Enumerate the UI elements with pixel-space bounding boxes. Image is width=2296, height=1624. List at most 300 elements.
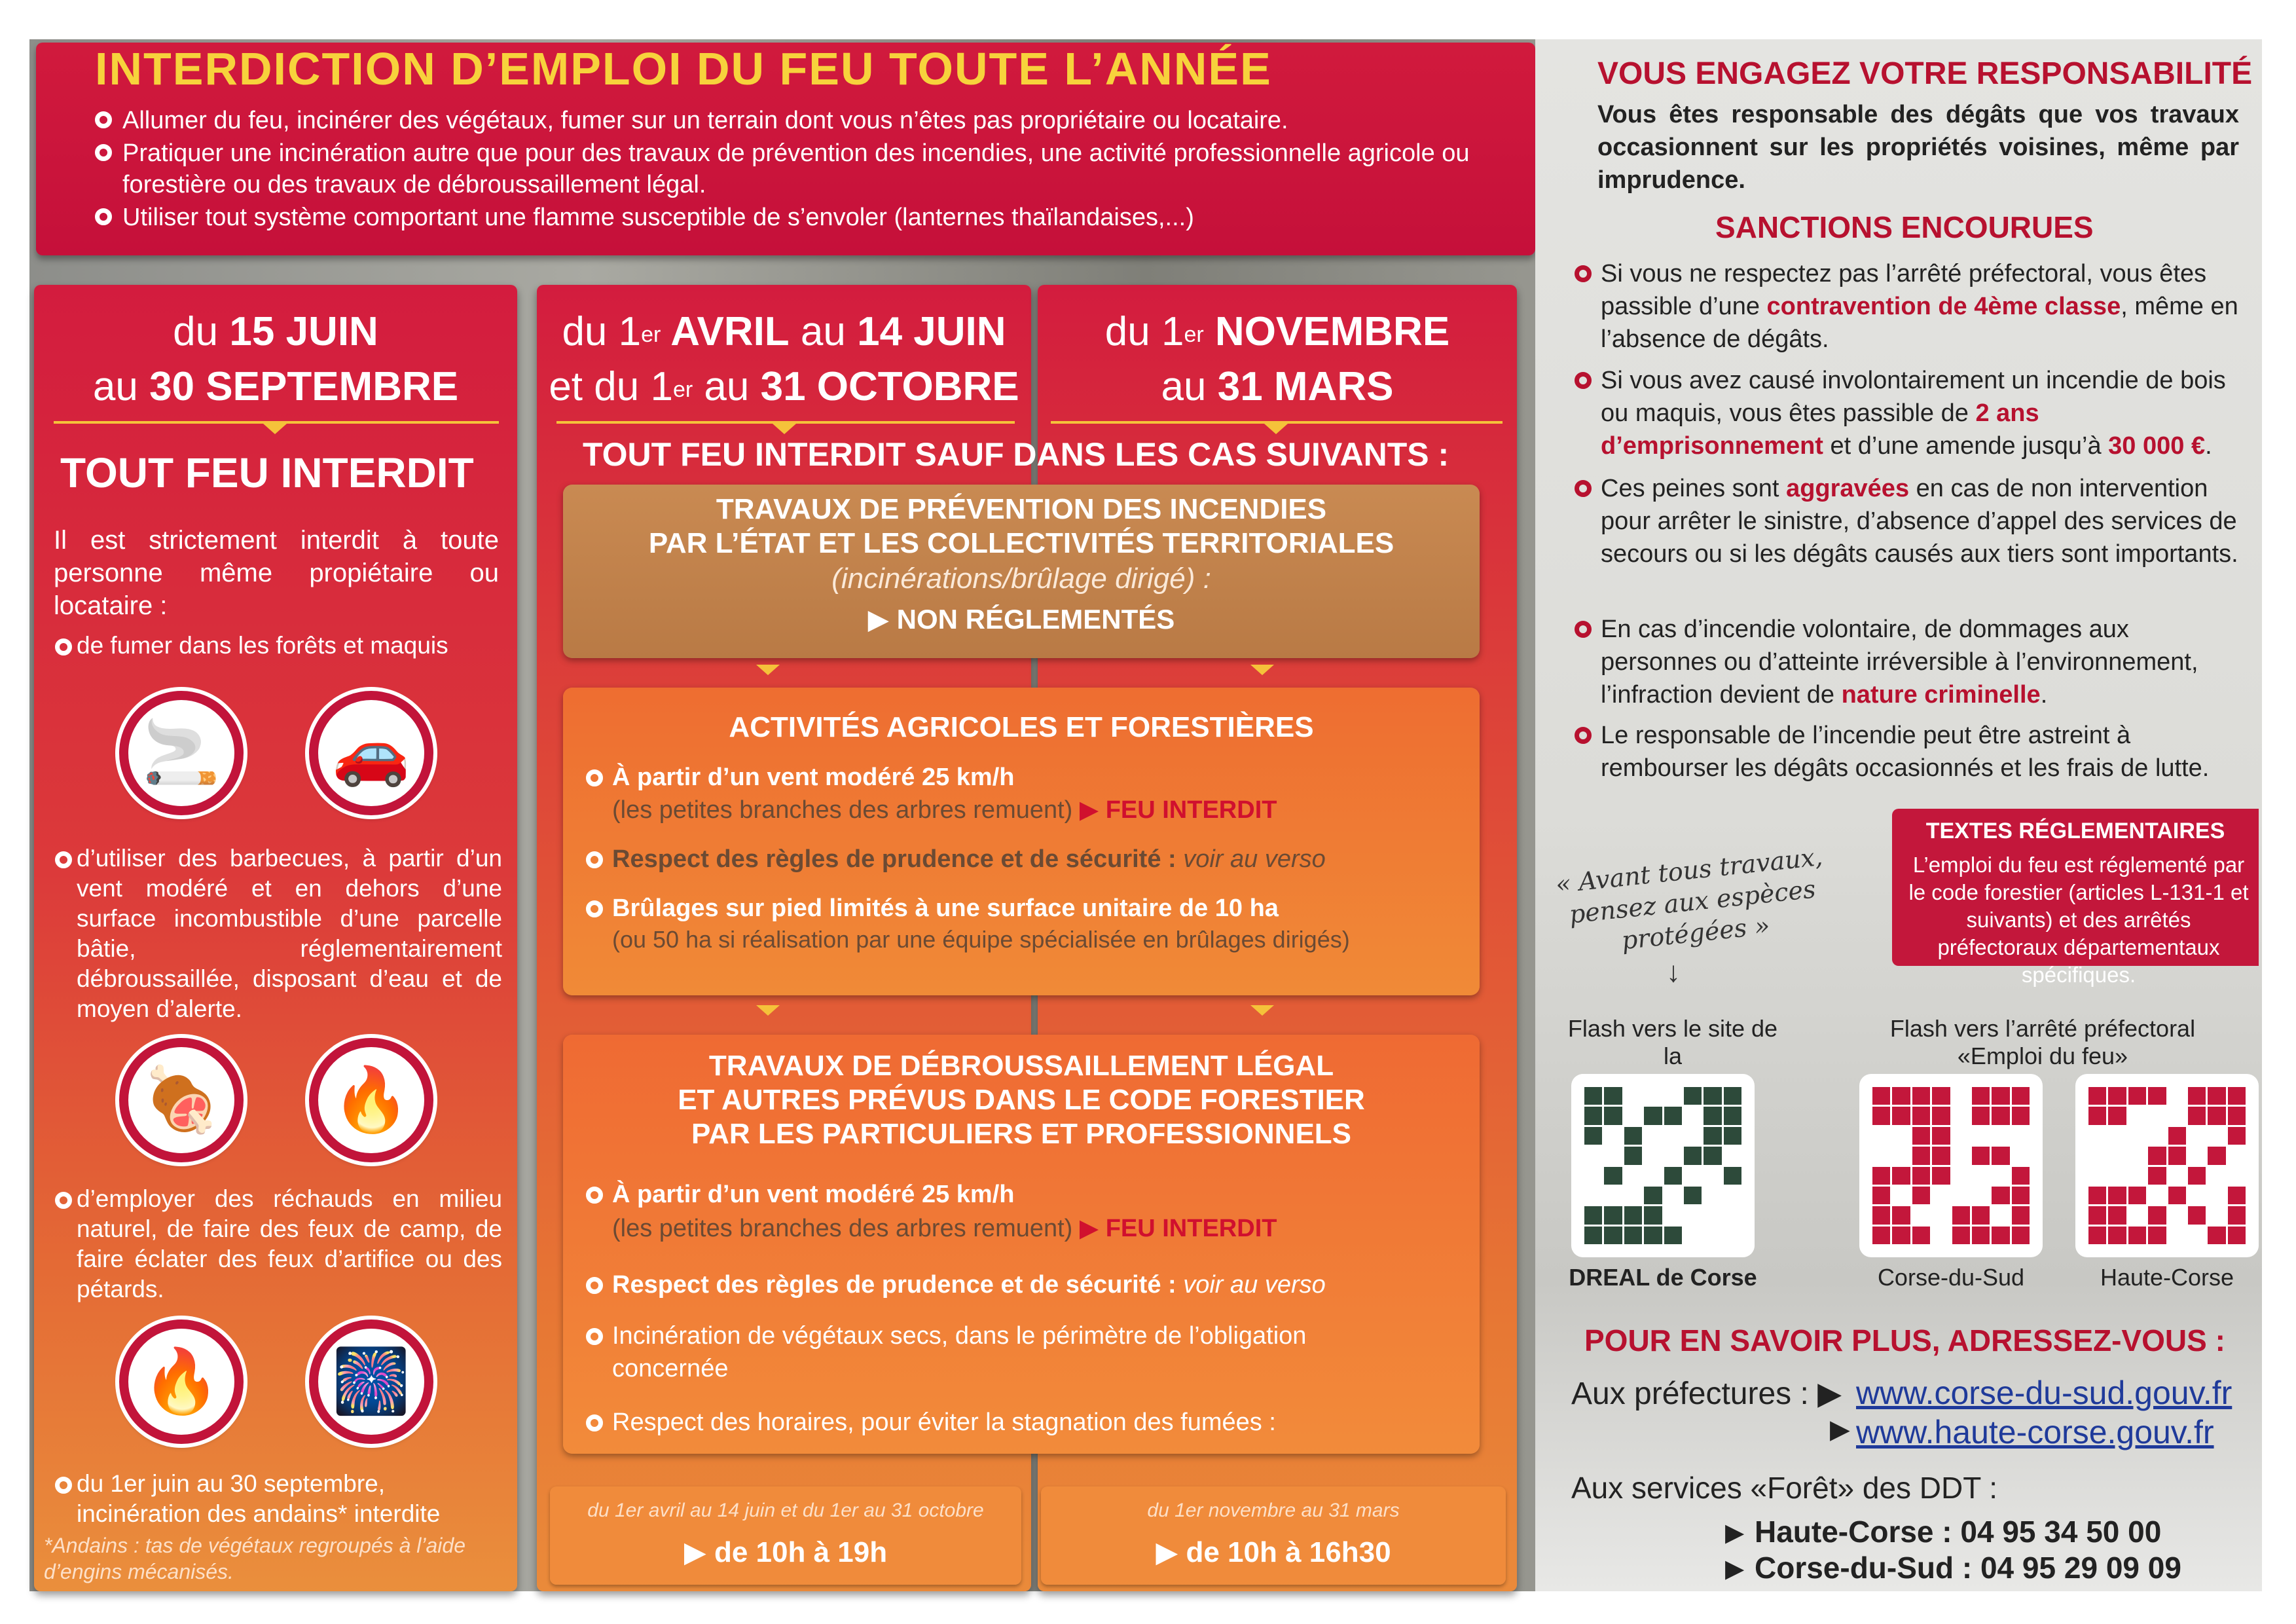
qr-module <box>2228 1107 2246 1124</box>
bullet-icon <box>55 1192 72 1209</box>
bullet-icon <box>1575 265 1592 282</box>
sanctions-title: SANCTIONS ENCOURUES <box>1715 210 2094 244</box>
bullet-icon <box>586 900 603 917</box>
qr-module <box>1972 1107 1990 1124</box>
qr-module <box>1704 1087 1721 1105</box>
qr-module <box>2168 1227 2186 1244</box>
qr-module <box>2188 1206 2206 1224</box>
qr-module <box>1664 1087 1682 1105</box>
qr-module <box>2188 1107 2206 1124</box>
qr-module <box>1912 1227 1930 1244</box>
box-title: ET AUTRES PRÉVUS DANS LE CODE FORESTIER <box>678 1084 1365 1116</box>
qr-module <box>1664 1127 1682 1145</box>
summer-intro: Il est strictement interdit à toute personne même propiétaire ou locataire : <box>54 526 499 620</box>
box-item-detail: (les petites branches des arbres remuent) ▶ FEU INTERDIT <box>612 1215 1277 1242</box>
summer-item: de fumer dans les forêts et maquis <box>77 632 448 659</box>
qr-module <box>1952 1087 1970 1105</box>
qr-module <box>1972 1227 1990 1244</box>
qr-module <box>2168 1147 2186 1164</box>
regulatory-body: L’emploi du feu est réglementé par le code forestier (articles L-131-1 et suivants) et des arrêtés préfectoraux départementaux spécifiques. <box>1908 853 2249 987</box>
qr-module <box>2088 1187 2106 1204</box>
qr-module <box>1664 1147 1682 1164</box>
qr-module <box>1912 1167 1930 1185</box>
middle-heading: TOUT FEU INTERDIT SAUF DANS LES CAS SUIVANTS : <box>583 436 1449 473</box>
qr-module <box>1704 1107 1721 1124</box>
qr-module <box>2012 1127 2030 1145</box>
arrow-right-icon: ▶ <box>1830 1415 1850 1444</box>
qr-module <box>1664 1187 1682 1204</box>
qr-module <box>2088 1167 2106 1185</box>
qr-module <box>2228 1227 2246 1244</box>
qr-module <box>2148 1147 2166 1164</box>
qr-module <box>2148 1127 2166 1145</box>
qr-module <box>2228 1127 2246 1145</box>
qr-module <box>2168 1206 2186 1224</box>
qr-module <box>2108 1187 2126 1204</box>
qr-module <box>1604 1187 1622 1204</box>
chevron-down-icon <box>1250 1005 1274 1016</box>
flash-label: Flash vers l’arrêté préfectoral «Emploi du feu» <box>1889 1015 2196 1069</box>
qr-module <box>1684 1087 1702 1105</box>
qr-module <box>2128 1167 2146 1185</box>
qr-module <box>1912 1147 1930 1164</box>
bullet-icon <box>55 638 72 655</box>
fire-icon: 🔥 <box>119 1320 244 1444</box>
qr-module <box>2208 1206 2225 1224</box>
qr-module <box>1912 1087 1930 1105</box>
qr-module <box>2012 1107 2030 1124</box>
qr-module <box>1912 1206 1930 1224</box>
summer-item: d’utiliser des barbecues, à partir d’un vent modéré et en dehors d’une surface incombustible d’une parcelle bâtie, réglementairement débroussaillée, disposant d’eau et de moyen d’alerte. <box>77 845 502 1022</box>
box-title: TRAVAUX DE DÉBROUSSAILLEMENT LÉGAL <box>708 1050 1334 1082</box>
sanction-item: Si vous ne respectez pas l’arrêté préfectoral, vous êtes passible d’une contravention de 4ème classe, même en l’absence de dégâts. <box>1601 260 2238 353</box>
qr-module <box>1952 1167 1970 1185</box>
qr-module <box>1992 1227 2009 1244</box>
qr-module <box>1644 1107 1662 1124</box>
qr-module <box>1684 1147 1702 1164</box>
qr-module <box>2168 1087 2186 1105</box>
qr-module <box>2148 1167 2166 1185</box>
hours-period: du 1er avril au 14 juin et du 1er au 31 octobre <box>587 1500 984 1521</box>
box-item: concernée <box>612 1355 729 1382</box>
qr-module <box>1892 1087 1910 1105</box>
bullet-icon <box>55 851 72 868</box>
qr-module <box>2228 1206 2246 1224</box>
qr-module <box>1932 1107 1950 1124</box>
qr-module <box>1704 1147 1721 1164</box>
qr-module <box>2088 1206 2106 1224</box>
qr-module <box>2148 1206 2166 1224</box>
qr-module <box>1992 1087 2009 1105</box>
qr-module <box>2128 1147 2146 1164</box>
qr-module <box>1992 1107 2009 1124</box>
qr-module <box>2208 1167 2225 1185</box>
qr-module <box>1872 1087 1890 1105</box>
arrow-down-icon: ↓ <box>1666 956 1681 988</box>
qr-module <box>2128 1187 2146 1204</box>
qr-module <box>1584 1127 1602 1145</box>
qr-module <box>2208 1227 2225 1244</box>
bullet-icon <box>586 1414 603 1431</box>
qr-module <box>2208 1087 2225 1105</box>
qr-module <box>2228 1187 2246 1204</box>
qr-code-corse-du-sud[interactable] <box>1859 1074 2043 1257</box>
qr-module <box>1972 1127 1990 1145</box>
qr-module <box>1684 1227 1702 1244</box>
qr-label: DREAL de Corse <box>1569 1264 1757 1291</box>
prefectures-label: Aux préfectures : ▶ <box>1571 1376 1842 1411</box>
qr-module <box>1952 1206 1970 1224</box>
qr-label: Haute-Corse <box>2100 1264 2234 1291</box>
cigarette-car-icon: 🚗 <box>309 691 433 815</box>
qr-module <box>1952 1127 1970 1145</box>
qr-module <box>2228 1087 2246 1105</box>
box-title: PAR L’ÉTAT ET LES COLLECTIVITÉS TERRITORIALES <box>648 527 1394 559</box>
qr-module <box>1664 1167 1682 1185</box>
qr-module <box>1624 1206 1642 1224</box>
bullet-icon <box>586 1277 603 1294</box>
winter-date: du 1er NOVEMBRE au 31 MARS <box>1104 309 1450 409</box>
qr-module <box>1684 1206 1702 1224</box>
box-title: TRAVAUX DE PRÉVENTION DES INCENDIES <box>716 493 1327 525</box>
qr-module <box>1932 1187 1950 1204</box>
qr-module <box>1892 1227 1910 1244</box>
firework-icon: 🎆 <box>309 1320 433 1444</box>
qr-module <box>2012 1147 2030 1164</box>
qr-module <box>2148 1087 2166 1105</box>
qr-module <box>1872 1147 1890 1164</box>
sanction-item: En cas d’incendie volontaire, de dommages aux personnes ou d’atteinte irréversible à l’environnement, l’infraction devient de nature criminelle. <box>1601 616 2198 709</box>
qr-module <box>2108 1107 2126 1124</box>
qr-module <box>1604 1107 1622 1124</box>
qr-module <box>2088 1087 2106 1105</box>
qr-module <box>2188 1187 2206 1204</box>
bullet-icon <box>1575 372 1592 389</box>
qr-module <box>1872 1187 1890 1204</box>
qr-module <box>1892 1147 1910 1164</box>
box-item: Respect des règles de prudence et de sécurité : voir au verso <box>612 1271 1326 1299</box>
qr-module <box>2188 1147 2206 1164</box>
banner-item: Allumer du feu, incinérer des végétaux, fumer sur un terrain dont vous n’êtes pas propriétaire ou locataire. <box>95 105 1522 136</box>
qr-module <box>2148 1227 2166 1244</box>
qr-module <box>1604 1167 1622 1185</box>
qr-module <box>1932 1227 1950 1244</box>
qr-module <box>2188 1127 2206 1145</box>
qr-module <box>1912 1107 1930 1124</box>
qr-module <box>2088 1127 2106 1145</box>
sanction-item: Le responsable de l’incendie peut être astreint à rembourser les dégâts occasionnés et les frais de lutte. <box>1601 722 2210 782</box>
qr-module <box>1972 1206 1990 1224</box>
qr-module <box>1952 1227 1970 1244</box>
qr-module <box>1952 1147 1970 1164</box>
qr-module <box>2208 1127 2225 1145</box>
qr-module <box>1624 1167 1642 1185</box>
qr-module <box>1624 1087 1642 1105</box>
qr-module <box>1724 1127 1741 1145</box>
phone-corse-du-sud[interactable]: Corse-du-Sud : 04 95 29 09 09 <box>1755 1551 2181 1585</box>
qr-module <box>2208 1187 2225 1204</box>
qr-module <box>2108 1087 2126 1105</box>
qr-module <box>2012 1206 2030 1224</box>
qr-module <box>1704 1187 1721 1204</box>
qr-module <box>1604 1087 1622 1105</box>
link-haute-corse[interactable]: www.haute-corse.gouv.fr <box>1856 1414 2214 1450</box>
box-item: À partir d’un vent modéré 25 km/h <box>612 764 1015 791</box>
qr-module <box>1992 1127 2009 1145</box>
spring-date: du 1er AVRIL au 14 JUIN et du 1er au 31 OCTOBRE <box>549 309 1019 409</box>
qr-module <box>2088 1227 2106 1244</box>
qr-module <box>1992 1167 2009 1185</box>
regulatory-title: TEXTES RÉGLEMENTAIRES <box>1925 819 2225 843</box>
qr-module <box>1624 1127 1642 1145</box>
qr-module <box>2188 1087 2206 1105</box>
qr-module <box>1932 1127 1950 1145</box>
chevron-down-icon <box>263 424 287 434</box>
box-subtitle: (incinérations/brûlage dirigé) : <box>831 563 1211 595</box>
chevron-down-icon <box>756 1005 780 1016</box>
qr-module <box>2088 1107 2106 1124</box>
qr-module <box>1972 1087 1990 1105</box>
qr-module <box>2168 1187 2186 1204</box>
qr-module <box>1604 1147 1622 1164</box>
qr-module <box>1872 1227 1890 1244</box>
qr-module <box>1992 1147 2009 1164</box>
qr-module <box>1932 1167 1950 1185</box>
qr-module <box>1952 1187 1970 1204</box>
qr-module <box>1892 1107 1910 1124</box>
arrow-right-icon: ▶ <box>1725 1555 1745 1583</box>
qr-module <box>1704 1206 1721 1224</box>
bullet-icon <box>586 1328 603 1345</box>
qr-module <box>1932 1087 1950 1105</box>
qr-module <box>2128 1107 2146 1124</box>
sanction-item: Ces peines sont aggravées en cas de non intervention pour arrêter le sinistre, d’absence d’appel des services de secours ou si les dégâts causés aux tiers sont importants. <box>1601 475 2238 568</box>
banner-list <box>95 105 1522 234</box>
qr-module <box>2228 1147 2246 1164</box>
qr-module <box>2228 1167 2246 1185</box>
qr-module <box>1624 1107 1642 1124</box>
hours-range: ▶ de 10h à 16h30 <box>1156 1536 1391 1568</box>
bullet-icon <box>586 769 603 786</box>
qr-module <box>1992 1206 2009 1224</box>
qr-module <box>1724 1107 1741 1124</box>
qr-code-haute-corse[interactable] <box>2075 1074 2259 1257</box>
qr-module <box>1872 1107 1890 1124</box>
box-item: À partir d’un vent modéré 25 km/h <box>612 1181 1015 1208</box>
qr-module <box>1992 1187 2009 1204</box>
qr-module <box>1624 1147 1642 1164</box>
hours-box-right <box>1041 1486 1506 1585</box>
campfire-icon: 🔥 <box>309 1038 433 1162</box>
qr-module <box>1724 1206 1741 1224</box>
qr-module <box>1584 1206 1602 1224</box>
bullet-icon <box>95 111 112 128</box>
box-title: PAR LES PARTICULIERS ET PROFESSIONNELS <box>691 1118 1352 1150</box>
bullet-icon <box>95 144 112 161</box>
qr-module <box>1604 1206 1622 1224</box>
bullet-icon <box>586 1187 603 1204</box>
qr-module <box>1684 1107 1702 1124</box>
qr-module <box>1872 1127 1890 1145</box>
box-title: ACTIVITÉS AGRICOLES ET FORESTIÈRES <box>729 711 1314 743</box>
bullet-icon <box>1575 727 1592 744</box>
qr-module <box>2168 1167 2186 1185</box>
qr-module <box>1584 1107 1602 1124</box>
summer-item: d’employer des réchauds en milieu naturel, de faire des feux de camp, de faire éclater des feux d’artifice ou des pétards. <box>77 1185 502 1302</box>
qr-module <box>2108 1167 2126 1185</box>
qr-module <box>1704 1227 1721 1244</box>
arrow-right-icon: ▶ <box>1725 1519 1745 1547</box>
cigarette-icon: 🚬 <box>119 691 244 815</box>
agricultural-box <box>563 688 1480 995</box>
qr-module <box>1684 1187 1702 1204</box>
flash-label: Flash vers le site de la <box>1567 1015 1778 1069</box>
link-corse-du-sud[interactable]: www.corse-du-sud.gouv.fr <box>1856 1375 2232 1411</box>
box-item-detail: (ou 50 ha si réalisation par une équipe spécialisée en brûlages dirigés) <box>612 926 1350 953</box>
qr-module <box>1892 1187 1910 1204</box>
qr-module <box>2128 1227 2146 1244</box>
banner-item: Pratiquer une incinération autre que pour des travaux de prévention des incendies, une activité professionnelle agricole ou forestière ou des travaux de débroussaillement légal. <box>95 138 1522 200</box>
bullet-icon <box>586 851 603 868</box>
qr-module <box>1704 1167 1721 1185</box>
bullet-icon <box>95 208 112 225</box>
qr-module <box>2088 1147 2106 1164</box>
quote: « Avant tous travaux, pensez aux espèces protégées » <box>1554 841 1824 955</box>
qr-module <box>2188 1227 2206 1244</box>
qr-module <box>2108 1227 2126 1244</box>
qr-module <box>1664 1206 1682 1224</box>
qr-module <box>2148 1187 2166 1204</box>
chevron-down-icon <box>1264 424 1288 434</box>
box-item: Incinération de végétaux secs, dans le périmètre de l’obligation <box>612 1322 1307 1350</box>
box-item: Respect des règles de prudence et de sécurité : voir au verso <box>612 845 1326 873</box>
qr-module <box>1644 1127 1662 1145</box>
hours-period: du 1er novembre au 31 mars <box>1147 1500 1400 1521</box>
footnote: *Andains : tas de végétaux regroupés à l’aide d’engins mécanisés. <box>44 1534 465 1583</box>
info-title: POUR EN SAVOIR PLUS, ADRESSEZ-VOUS : <box>1584 1323 2225 1357</box>
qr-module <box>2128 1206 2146 1224</box>
qr-module <box>1892 1167 1910 1185</box>
qr-module <box>1872 1206 1890 1224</box>
hours-range: ▶ de 10h à 19h <box>683 1536 888 1568</box>
qr-module <box>2108 1147 2126 1164</box>
qr-module <box>1932 1147 1950 1164</box>
summer-date: du 15 JUIN au 30 SEPTEMBRE <box>92 309 459 409</box>
qr-module <box>2128 1127 2146 1145</box>
clearing-box <box>563 1035 1480 1454</box>
qr-module <box>1872 1167 1890 1185</box>
qr-module <box>2012 1167 2030 1185</box>
qr-module <box>1932 1206 1950 1224</box>
regulatory-texts <box>1892 809 2259 987</box>
qr-module <box>2148 1107 2166 1124</box>
prevention-box <box>563 485 1480 658</box>
qr-module <box>1972 1167 1990 1185</box>
box-item-detail: (les petites branches des arbres remuent) ▶ FEU INTERDIT <box>612 796 1277 824</box>
qr-module <box>1724 1227 1741 1244</box>
qr-module <box>1972 1187 1990 1204</box>
chevron-down-icon <box>773 424 796 434</box>
qr-module <box>1684 1167 1702 1185</box>
qr-module <box>1644 1187 1662 1204</box>
bullet-icon <box>1575 480 1592 497</box>
qr-module <box>2108 1206 2126 1224</box>
qr-module <box>2168 1107 2186 1124</box>
qr-module <box>1644 1147 1662 1164</box>
qr-module <box>1644 1167 1662 1185</box>
qr-module <box>2128 1087 2146 1105</box>
qr-module <box>1584 1187 1602 1204</box>
qr-module <box>1684 1127 1702 1145</box>
qr-module <box>1724 1087 1741 1105</box>
box-item: Brûlages sur pied limités à une surface unitaire de 10 ha <box>612 895 1279 922</box>
qr-module <box>2012 1087 2030 1105</box>
qr-module <box>1584 1227 1602 1244</box>
chevron-down-icon <box>1250 665 1274 675</box>
qr-module <box>1892 1127 1910 1145</box>
qr-module <box>1704 1127 1721 1145</box>
qr-module <box>1604 1127 1622 1145</box>
qr-module <box>1724 1167 1741 1185</box>
chevron-down-icon <box>756 665 780 675</box>
qr-module <box>1624 1187 1642 1204</box>
qr-module <box>2208 1147 2225 1164</box>
top-banner <box>36 43 1535 255</box>
qr-module <box>1584 1087 1602 1105</box>
summer-heading: TOUT FEU INTERDIT <box>60 449 474 496</box>
qr-module <box>1584 1147 1602 1164</box>
qr-module <box>1724 1147 1741 1164</box>
qr-code-dreal[interactable] <box>1571 1074 1755 1257</box>
qr-module <box>2168 1127 2186 1145</box>
qr-module <box>1644 1206 1662 1224</box>
qr-module <box>1892 1206 1910 1224</box>
qr-module <box>2012 1227 2030 1244</box>
qr-module <box>1624 1227 1642 1244</box>
qr-module <box>1664 1227 1682 1244</box>
qr-module <box>1644 1227 1662 1244</box>
phone-haute-corse[interactable]: Haute-Corse : 04 95 34 50 00 <box>1755 1515 2162 1549</box>
qr-module <box>1584 1167 1602 1185</box>
qr-module <box>2188 1167 2206 1185</box>
qr-module <box>1912 1187 1930 1204</box>
qr-module <box>1604 1227 1622 1244</box>
bullet-icon <box>55 1477 72 1494</box>
responsibility-text: Vous êtes responsable des dégâts que vos travaux occasionnent sur les propriétés voisines, même par imprudence. <box>1597 101 2239 194</box>
hours-box-left <box>550 1486 1021 1585</box>
banner-title: INTERDICTION D’EMPLOI DU FEU TOUTE L’ANNÉE <box>95 43 1272 94</box>
qr-module <box>1664 1107 1682 1124</box>
bullet-icon <box>1575 621 1592 638</box>
banner-item: Utiliser tout système comportant une flamme susceptible de s’envoler (lanternes thaïlandaises,...) <box>95 202 1522 233</box>
ddt-label: Aux services «Forêt» des DDT : <box>1571 1471 1998 1505</box>
qr-label: Corse-du-Sud <box>1877 1264 2025 1291</box>
box-item: Respect des horaires, pour éviter la stagnation des fumées : <box>612 1409 1276 1436</box>
column-summer <box>34 285 517 1591</box>
summer-item: du 1er juin au 30 septembre, incinération des andains* interdite <box>77 1470 441 1527</box>
qr-module <box>2108 1127 2126 1145</box>
qr-module <box>1724 1187 1741 1204</box>
box-status: ▶ NON RÉGLEMENTÉS <box>867 604 1175 635</box>
qr-module <box>1644 1087 1662 1105</box>
barbecue-icon: 🍖 <box>119 1038 244 1162</box>
qr-module <box>1952 1107 1970 1124</box>
responsibility-title: VOUS ENGAGEZ VOTRE RESPONSABILITÉ <box>1597 56 2253 91</box>
sanction-item: Si vous avez causé involontairement un incendie de bois ou maquis, vous êtes passible de 2 ans d’emprisonnement et d’une amende jusqu’à 30 000 €. <box>1601 367 2226 460</box>
qr-module <box>1912 1127 1930 1145</box>
qr-module <box>2012 1187 2030 1204</box>
qr-module <box>2208 1107 2225 1124</box>
